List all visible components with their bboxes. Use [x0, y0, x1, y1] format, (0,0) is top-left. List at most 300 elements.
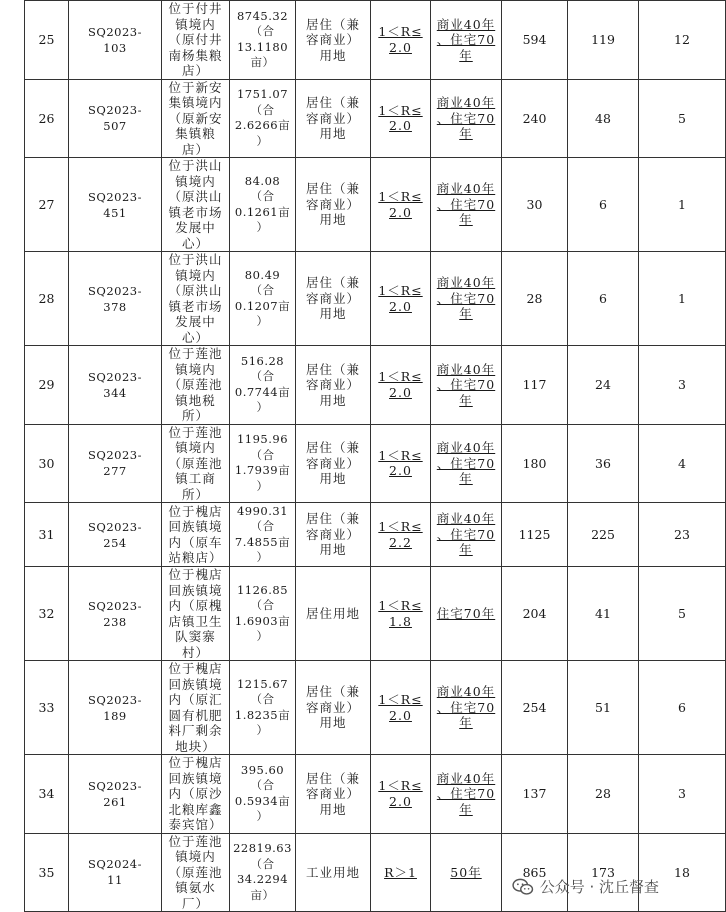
area-line: （合 [250, 283, 275, 297]
value-a-cell [502, 346, 568, 425]
location-line: （原莲池 [168, 864, 223, 880]
area-line: 1751.07 [236, 87, 289, 102]
row-number-cell [25, 755, 69, 834]
parcel-code-line: SQ2023- [88, 598, 142, 613]
location-cell [162, 755, 230, 834]
location-line: 镇老市场 [168, 204, 223, 220]
land-use-line: 容商业） [305, 699, 360, 715]
value-c-cell [639, 346, 726, 425]
area-cell [230, 503, 296, 567]
land-use-cell [296, 346, 371, 425]
value-b-line: 51 [595, 699, 611, 715]
location-line: 位于洪山 [168, 158, 223, 173]
parcel-code-cell [69, 755, 162, 834]
location-line: 心） [181, 329, 209, 345]
location-line: 位于付井 [168, 1, 223, 16]
area-cell [230, 79, 296, 158]
location-line: 位于槐店 [168, 661, 223, 676]
location-line: 镇境内 [175, 173, 216, 189]
area-line: （合 [250, 778, 275, 793]
land-use-line: 居住（兼 [305, 361, 360, 377]
location-line: 位于洪山 [168, 252, 223, 267]
floor-area-ratio-line: 1＜R≤ [378, 102, 423, 118]
location-line: 所） [181, 408, 209, 423]
area-line: （合 [250, 369, 275, 384]
location-cell [162, 252, 230, 346]
table-row [25, 1, 726, 80]
location-line: （原新安 [168, 110, 223, 126]
row-number-line: 34 [38, 786, 55, 801]
location-line: 集镇境内 [168, 95, 223, 110]
wechat-icon [512, 878, 534, 896]
value-a-cell [502, 755, 568, 834]
value-c-cell [639, 567, 726, 661]
area-cell [230, 833, 296, 912]
area-line: 34.2294 [236, 872, 289, 887]
floor-area-ratio-line: R＞1 [384, 864, 417, 880]
area-line: （合 [250, 519, 275, 533]
area-line: （合 [250, 856, 275, 871]
location-cell [162, 833, 230, 912]
area-line: ） [256, 478, 269, 493]
floor-area-ratio-line: 2.0 [389, 384, 412, 400]
location-line: 站粮店） [168, 550, 223, 565]
land-use-line: 居住（兼 [305, 440, 360, 455]
floor-area-ratio-cell [371, 346, 431, 425]
value-a-line: 254 [522, 699, 547, 715]
area-line: 1215.67 [236, 676, 289, 691]
value-c-cell [639, 503, 726, 567]
row-number-cell [25, 79, 69, 158]
land-use-line: 用地 [319, 392, 347, 408]
land-use-line: 用地 [319, 715, 347, 731]
value-b-cell [568, 252, 639, 346]
use-term-cell [431, 661, 502, 755]
location-line: 内（原槐 [168, 598, 223, 613]
parcel-code-line: SQ2023- [88, 24, 142, 39]
row-number-cell [25, 252, 69, 346]
land-use-line: 居住（兼 [305, 275, 360, 291]
table-row [25, 79, 726, 158]
value-c-line: 3 [678, 377, 686, 392]
value-a-cell [502, 661, 568, 755]
watermark [512, 876, 659, 897]
area-line: 7.4855亩 [234, 534, 291, 549]
location-line: 厂） [181, 895, 209, 911]
area-line: 1195.96 [236, 432, 289, 447]
location-line: 镇老市场 [168, 298, 223, 314]
use-term-cell [431, 567, 502, 661]
value-b-line: 36 [595, 455, 611, 471]
area-line: （合 [250, 189, 275, 203]
value-b-line: 28 [595, 786, 611, 801]
value-b-line: 225 [591, 526, 615, 542]
land-use-cell [296, 833, 371, 912]
use-term-line: 、住宅70 [436, 786, 496, 801]
land-use-line: 居住用地 [305, 605, 360, 621]
location-cell [162, 158, 230, 252]
row-number-line: 26 [38, 110, 55, 126]
location-cell [162, 346, 230, 425]
row-number-line: 35 [38, 864, 55, 880]
row-number-cell [25, 1, 69, 80]
area-line: 1.6903亩 [234, 613, 291, 628]
area-line: 13.1180 [236, 39, 289, 54]
location-line: 位于新安 [168, 79, 223, 95]
area-cell [230, 346, 296, 425]
location-line: 回族镇境 [168, 519, 223, 534]
value-a-cell [502, 1, 568, 80]
use-term-line: 年 [459, 801, 473, 817]
land-use-line: 容商业） [305, 377, 360, 392]
area-line: （合 [250, 692, 275, 706]
land-use-line: 用地 [319, 47, 347, 63]
area-line: ） [256, 220, 269, 234]
land-use-cell [296, 424, 371, 503]
value-b-cell [568, 833, 639, 912]
location-line: 泰宾馆） [168, 817, 223, 832]
location-line: 内（原汇 [168, 692, 223, 707]
land-use-line: 用地 [319, 306, 347, 322]
area-line: ） [256, 809, 269, 824]
area-line: 22819.63 [233, 841, 292, 856]
land-use-line: 居住（兼 [305, 684, 360, 700]
use-term-cell [431, 346, 502, 425]
parcel-code-line: 451 [103, 205, 127, 220]
parcel-code-line: SQ2024- [88, 857, 142, 872]
table-row [25, 661, 726, 755]
location-line: （原莲池 [168, 455, 223, 471]
use-term-line: 50年 [450, 864, 482, 880]
location-line: （原洪山 [168, 189, 223, 204]
use-term-line: 、住宅70 [436, 699, 496, 715]
floor-area-ratio-cell [371, 79, 431, 158]
location-cell [162, 503, 230, 567]
parcel-code-cell [69, 1, 162, 80]
land-use-line: 容商业） [305, 786, 360, 801]
value-a-cell [502, 424, 568, 503]
value-b-cell [568, 503, 639, 567]
parcel-code-line: SQ2023- [88, 692, 142, 707]
row-number-line: 29 [38, 377, 55, 392]
value-a-cell [502, 252, 568, 346]
value-c-line: 5 [678, 110, 686, 126]
value-b-cell [568, 755, 639, 834]
use-term-cell [431, 158, 502, 252]
floor-area-ratio-line: 1＜R≤ [378, 778, 423, 794]
value-a-cell [502, 503, 568, 567]
land-use-line: 居住（兼 [305, 16, 360, 32]
area-line: 1126.85 [236, 582, 289, 597]
area-line: 4990.31 [236, 503, 289, 518]
floor-area-ratio-line: 1＜R≤ [378, 598, 423, 613]
use-term-line: 商业40年 [436, 275, 496, 291]
area-line: 8745.32 [236, 8, 289, 23]
row-number-cell [25, 503, 69, 567]
area-line: ） [256, 133, 269, 148]
floor-area-ratio-line: 2.0 [389, 463, 412, 479]
value-a-line: 180 [522, 455, 547, 471]
parcel-code-line: 261 [103, 794, 127, 809]
value-b-line: 41 [595, 605, 611, 621]
location-cell [162, 1, 230, 80]
parcel-code-cell [69, 252, 162, 346]
parcel-code-line: SQ2023- [88, 778, 142, 793]
value-c-cell [639, 833, 726, 912]
table-body [25, 1, 726, 912]
area-line: 亩） [250, 887, 275, 902]
parcel-code-line: 189 [103, 708, 127, 723]
location-line: 镇地税 [175, 392, 216, 408]
value-c-cell [639, 424, 726, 503]
value-a-cell [502, 79, 568, 158]
value-b-line: 24 [595, 377, 611, 392]
value-a-line: 204 [522, 605, 547, 621]
value-c-cell [639, 252, 726, 346]
area-line: 1.7939亩 [234, 463, 291, 478]
location-line: 位于槐店 [168, 503, 223, 519]
location-line: 所） [181, 486, 209, 502]
floor-area-ratio-cell [371, 755, 431, 834]
location-line: 位于莲池 [168, 833, 223, 849]
value-c-line: 12 [674, 32, 690, 47]
location-cell [162, 79, 230, 158]
table-row [25, 158, 726, 252]
floor-area-ratio-line: 1＜R≤ [378, 189, 423, 204]
area-line: （合 [250, 102, 275, 117]
location-line: 圆有机肥 [168, 707, 223, 723]
table-row [25, 346, 726, 425]
area-line: ） [256, 314, 269, 328]
value-c-line: 4 [678, 455, 686, 471]
land-parcel-table [24, 0, 726, 912]
value-b-cell [568, 79, 639, 158]
value-c-line: 6 [678, 699, 686, 715]
parcel-code-cell [69, 346, 162, 425]
use-term-line: 住宅70年 [436, 605, 496, 621]
location-line: 料厂剩余 [168, 723, 223, 738]
land-use-cell [296, 158, 371, 252]
location-cell [162, 661, 230, 755]
table-row [25, 833, 726, 912]
area-line: （合 [250, 24, 275, 39]
value-c-line: 5 [678, 605, 686, 621]
parcel-code-line: 344 [103, 385, 127, 400]
value-a-line: 594 [522, 32, 547, 47]
use-term-cell [431, 833, 502, 912]
value-c-cell [639, 661, 726, 755]
row-number-cell [25, 158, 69, 252]
table-row [25, 755, 726, 834]
floor-area-ratio-line: 1＜R≤ [378, 24, 423, 40]
value-c-cell [639, 755, 726, 834]
value-b-line: 48 [595, 110, 611, 126]
parcel-code-line: 238 [103, 614, 127, 629]
floor-area-ratio-line: 2.0 [389, 298, 412, 314]
table-row [25, 503, 726, 567]
value-b-cell [568, 424, 639, 503]
use-term-line: 商业40年 [436, 181, 496, 197]
land-use-line: 容商业） [305, 110, 360, 126]
row-number-line: 31 [38, 526, 55, 542]
value-a-line: 137 [522, 786, 547, 801]
area-cell [230, 1, 296, 80]
use-term-cell [431, 503, 502, 567]
floor-area-ratio-line: 1＜R≤ [378, 447, 423, 463]
use-term-line: 商业40年 [436, 440, 496, 455]
use-term-line: 年 [459, 212, 473, 228]
area-cell [230, 158, 296, 252]
floor-area-ratio-line: 2.2 [389, 534, 412, 550]
floor-area-ratio-cell [371, 567, 431, 661]
location-line: 发展中 [175, 220, 216, 235]
location-line: 北粮库鑫 [168, 801, 223, 817]
value-c-cell [639, 1, 726, 80]
land-use-line: 容商业） [305, 455, 360, 471]
parcel-code-line: 378 [103, 299, 127, 314]
land-use-line: 工业用地 [305, 864, 360, 880]
land-use-line: 用地 [319, 471, 347, 486]
value-a-line: 1125 [518, 526, 551, 542]
area-line: （合 [250, 598, 275, 612]
value-a-line: 30 [526, 196, 543, 212]
floor-area-ratio-line: 1＜R≤ [378, 283, 423, 298]
area-line: 0.5934亩 [234, 793, 291, 808]
value-b-line: 119 [591, 32, 615, 47]
floor-area-ratio-cell [371, 503, 431, 567]
value-c-line: 18 [674, 864, 690, 880]
value-c-line: 1 [678, 196, 686, 212]
land-use-cell [296, 252, 371, 346]
area-line: ） [256, 550, 269, 564]
use-term-line: 商业40年 [436, 770, 496, 786]
use-term-line: 年 [459, 392, 473, 408]
parcel-code-cell [69, 503, 162, 567]
use-term-cell [431, 424, 502, 503]
value-b-line: 6 [599, 290, 607, 306]
row-number-cell [25, 567, 69, 661]
floor-area-ratio-line: 1＜R≤ [378, 519, 423, 534]
parcel-code-line: 507 [103, 119, 127, 134]
row-number-line: 27 [38, 196, 55, 212]
location-line: 内（原车 [168, 534, 223, 550]
area-line: 395.60 [240, 762, 285, 777]
table-row [25, 252, 726, 346]
parcel-code-line: SQ2023- [88, 103, 142, 118]
area-line: （合 [250, 447, 275, 462]
location-line: 镇境内 [175, 440, 216, 455]
location-cell [162, 424, 230, 503]
floor-area-ratio-line: 2.0 [389, 793, 412, 809]
value-b-cell [568, 158, 639, 252]
location-line: 心） [181, 235, 209, 251]
land-use-line: 容商业） [305, 196, 360, 212]
table-row [25, 567, 726, 661]
floor-area-ratio-cell [371, 661, 431, 755]
value-a-line: 240 [522, 110, 547, 126]
area-line: 2.6266亩 [234, 118, 291, 133]
location-line: （原莲池 [168, 377, 223, 392]
parcel-code-line: SQ2023- [88, 369, 142, 384]
use-term-line: 、住宅70 [436, 455, 496, 471]
location-line: 回族镇境 [168, 676, 223, 692]
area-cell [230, 252, 296, 346]
parcel-code-line: 103 [103, 40, 127, 55]
area-cell [230, 755, 296, 834]
use-term-line: 、住宅70 [436, 32, 496, 47]
area-cell [230, 567, 296, 661]
floor-area-ratio-line: 1.8 [389, 613, 412, 629]
floor-area-ratio-line: 2.0 [389, 118, 412, 134]
land-use-line: 用地 [319, 126, 347, 141]
area-line: 0.1261亩 [234, 204, 291, 219]
value-b-cell [568, 661, 639, 755]
location-line: 位于槐店 [168, 567, 223, 582]
parcel-code-cell [69, 833, 162, 912]
parcel-code-cell [69, 79, 162, 158]
value-b-line: 173 [591, 864, 615, 880]
use-term-line: 商业40年 [436, 511, 496, 527]
land-use-line: 居住（兼 [305, 770, 360, 786]
parcel-code-cell [69, 661, 162, 755]
use-term-line: 商业40年 [436, 16, 496, 32]
value-a-line: 117 [522, 377, 547, 392]
parcel-code-line: SQ2023- [88, 448, 142, 463]
use-term-line: 、住宅70 [436, 110, 496, 126]
location-line: 回族镇境 [168, 770, 223, 786]
location-line: 村） [181, 644, 209, 660]
location-line: （原付井 [168, 32, 223, 47]
watermark-text: 公众号 · 沈丘督查 [539, 878, 659, 896]
value-b-cell [568, 346, 639, 425]
land-use-cell [296, 755, 371, 834]
row-number-line: 30 [38, 455, 55, 471]
parcel-code-line: 11 [107, 873, 123, 888]
location-line: 镇境内 [175, 267, 216, 283]
use-term-cell [431, 252, 502, 346]
use-term-line: 年 [459, 542, 473, 558]
area-line: 亩） [250, 55, 275, 70]
floor-area-ratio-line: 1＜R≤ [378, 369, 423, 385]
row-number-cell [25, 833, 69, 912]
area-line: ） [256, 629, 269, 643]
value-a-cell [502, 158, 568, 252]
location-line: （原洪山 [168, 283, 223, 298]
floor-area-ratio-cell [371, 158, 431, 252]
floor-area-ratio-line: 1＜R≤ [378, 692, 423, 707]
location-line: 位于莲池 [168, 424, 223, 440]
location-line: 位于莲池 [168, 346, 223, 361]
land-use-cell [296, 567, 371, 661]
location-line: 店） [181, 63, 209, 78]
location-line: 内（原沙 [168, 786, 223, 801]
use-term-cell [431, 755, 502, 834]
value-a-line: 865 [522, 864, 547, 880]
value-b-line: 6 [599, 196, 607, 212]
location-line: 回族镇境 [168, 582, 223, 598]
parcel-code-cell [69, 424, 162, 503]
use-term-line: 商业40年 [436, 684, 496, 700]
row-number-line: 32 [38, 605, 55, 621]
use-term-line: 、住宅70 [436, 290, 496, 306]
location-line: 镇境内 [175, 16, 216, 32]
land-use-line: 居住（兼 [305, 95, 360, 110]
floor-area-ratio-line: 2.0 [389, 204, 412, 220]
location-line: 镇境内 [175, 849, 216, 864]
value-a-line: 28 [526, 290, 543, 306]
location-line: 店） [181, 141, 209, 157]
area-line: ） [256, 400, 269, 415]
